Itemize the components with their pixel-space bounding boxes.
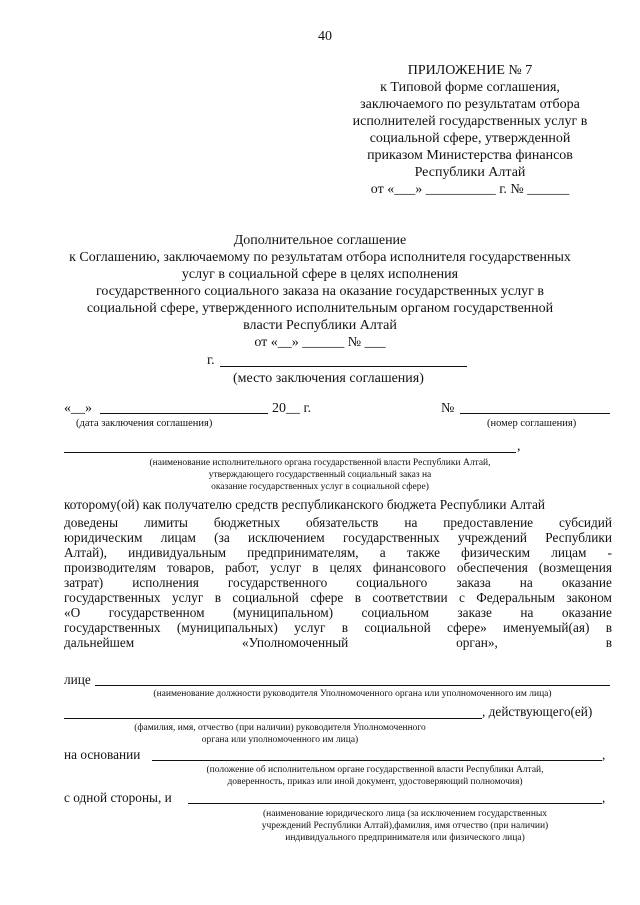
position-caption: (наименование должности руководителя Уполномоченного органа или уполномоченного им лица)	[153, 689, 552, 699]
body-word: государственных	[343, 530, 440, 545]
body-word: (за	[214, 530, 230, 545]
body-word: индивидуальным	[128, 545, 227, 560]
appendix-line: к Типовой форме соглашения,	[380, 80, 560, 95]
body-word: социальном	[361, 605, 429, 620]
organ-caption-line: оказание государственных услуг в социальной сфере)	[211, 482, 429, 492]
body-word: лицам	[551, 545, 587, 560]
body-word: также	[406, 545, 441, 560]
basis-caption-line: (положение об исполнительном органе государственной власти Республики Алтай,	[206, 765, 544, 775]
body-line	[64, 515, 612, 530]
body-line	[64, 635, 612, 650]
body-word: затрат)	[64, 575, 104, 590]
basis-caption	[170, 764, 580, 788]
position-field-line[interactable]	[95, 685, 610, 686]
agreement-subtitle-line: к Соглашению, заключаемому по результатам отбора исполнителя государственных	[69, 250, 571, 265]
body-line	[64, 620, 612, 635]
organ-field-line[interactable]	[64, 452, 516, 453]
body-line	[64, 545, 612, 560]
place-caption: (место заключения соглашения)	[233, 371, 424, 386]
agreement-subtitle-line: власти Республики Алтай	[243, 318, 397, 333]
body-word: финансового	[372, 560, 446, 575]
body-word: физическим	[461, 545, 531, 560]
body-word: предпринимателям,	[247, 545, 359, 560]
body-word: в	[605, 620, 612, 635]
number-field-line[interactable]	[460, 413, 610, 414]
party-caption-line: индивидуального предпринимателя или физического лица)	[285, 833, 525, 843]
acting-label: , действующего(ей)	[482, 704, 593, 719]
body-word: товаров,	[166, 560, 215, 575]
body-word: государственного	[227, 575, 328, 590]
body-word: производителям	[64, 560, 156, 575]
body-word: в	[354, 590, 362, 605]
body-word: Алтай),	[64, 545, 107, 560]
name-caption	[80, 722, 480, 746]
appendix-line: приказом Министерства финансов	[367, 148, 573, 163]
body-word: доведены	[64, 515, 119, 530]
body-word: заказе	[457, 605, 492, 620]
body-word: учреждений	[457, 530, 527, 545]
body-word: на	[520, 605, 534, 620]
date-caption: (дата заключения соглашения)	[76, 418, 213, 429]
body-line	[64, 560, 612, 575]
body-word: сфере	[310, 590, 344, 605]
body-word: (муниципальном)	[232, 605, 334, 620]
body-line	[64, 605, 612, 620]
body-word: (возмещения	[538, 560, 612, 575]
page-number: 40	[318, 29, 332, 44]
body-justified-block	[64, 515, 612, 650]
body-word: «О	[64, 605, 81, 620]
body-word: целях	[329, 560, 362, 575]
body-word: обязательств	[306, 515, 379, 530]
body-word: услуг	[270, 560, 302, 575]
agreement-ref-line: от «__» ______ № ___	[254, 335, 386, 350]
body-word: «Уполномоченный	[242, 635, 349, 650]
body-word: лицам	[160, 530, 196, 545]
year-label: 20__ г.	[272, 401, 312, 416]
body-word: законом	[566, 590, 612, 605]
basis-caption-line: доверенность, приказ или иной документ, удостоверяющий полномочия)	[227, 777, 523, 787]
body-word: с	[458, 590, 465, 605]
body-word: оказание	[561, 605, 612, 620]
body-word: Республики	[545, 530, 612, 545]
basis-end-mark: ,	[602, 747, 606, 762]
body-word: в	[605, 635, 612, 650]
appendix-line: заключаемого по результатам отбора	[360, 97, 580, 112]
name-caption-line: органа или уполномоченного им лица)	[201, 735, 359, 745]
party-caption	[220, 808, 590, 844]
body-word: социального	[356, 575, 428, 590]
body-word: именуемый(ая)	[503, 620, 590, 635]
body-word: субсидий	[559, 515, 612, 530]
body-word: работ,	[225, 560, 260, 575]
body-word: в	[214, 590, 221, 605]
body-word: (муниципальных)	[176, 620, 278, 635]
organ-caption-line: (наименование исполнительного органа государственной власти Республики Алтай,	[149, 458, 491, 468]
body-word: в	[341, 620, 349, 635]
body-word: а	[379, 545, 386, 560]
body-word: юридическим	[64, 530, 143, 545]
appendix-title: ПРИЛОЖЕНИЕ № 7	[407, 63, 533, 78]
party-label: с одной стороны, и	[64, 790, 172, 805]
body-word: социальной	[364, 620, 431, 635]
body-word: на	[404, 515, 418, 530]
party-end-mark: ,	[602, 790, 606, 805]
party-caption-line: учреждений Республики Алтай),фамилия, имя отчество (при наличии)	[261, 821, 549, 831]
body-word: оказание	[561, 575, 612, 590]
place-prefix: г.	[207, 353, 215, 368]
body-word: государственном	[108, 605, 205, 620]
body-word: исключением	[248, 530, 325, 545]
place-field-line[interactable]	[220, 366, 467, 367]
appendix-line: Республики Алтай	[414, 165, 526, 180]
basis-field-line[interactable]	[152, 760, 602, 761]
appendix-line: социальной сфере, утвержденной	[369, 131, 571, 146]
in-person-label: лице	[64, 672, 91, 687]
body-word: социальной	[232, 590, 299, 605]
body-word: обеспечения	[456, 560, 528, 575]
body-word: лимиты	[143, 515, 188, 530]
body-word: заказа	[456, 575, 491, 590]
body-word: услуг	[172, 590, 204, 605]
appendix-block	[330, 62, 610, 198]
body-word: услуг	[294, 620, 326, 635]
day-prefix: «__»	[64, 401, 92, 416]
date-field-line[interactable]	[100, 413, 268, 414]
body-word: Федеральным	[476, 590, 556, 605]
body-word: сфере»	[447, 620, 487, 635]
body-word: предоставление	[443, 515, 534, 530]
body-word: орган»,	[456, 635, 498, 650]
body-word: государственных	[64, 620, 161, 635]
body-word: государственных	[64, 590, 161, 605]
name-field-line[interactable]	[64, 718, 482, 719]
agreement-subtitle-line: услуг в социальной сфере в целях исполнения	[181, 267, 459, 282]
organ-caption-line: утверждающего государственный социальный заказ на	[208, 470, 432, 480]
number-prefix: №	[441, 401, 455, 416]
name-caption-line: (фамилия, имя, отчество (при наличии) руководителя Уполномоченного	[134, 723, 426, 733]
agreement-subtitle-line: социальной сфере, утвержденного исполнительным органом государственной	[86, 301, 554, 316]
agreement-subtitle-line: государственного социального заказа на оказание государственных услуг в	[96, 284, 544, 299]
body-word: в	[312, 560, 319, 575]
body-word: бюджетных	[213, 515, 281, 530]
body-word: на	[519, 575, 533, 590]
body-line	[64, 575, 612, 590]
basis-label: на основании	[64, 747, 141, 762]
party-field-line[interactable]	[188, 803, 602, 804]
body-word: -	[607, 545, 612, 560]
body-word: исполнения	[132, 575, 199, 590]
body-first-line: которому(ой) как получателю средств республиканского бюджета Республики Алтай	[64, 497, 546, 512]
body-line	[64, 530, 612, 545]
appendix-date-line: от «___» __________ г. № ______	[370, 182, 570, 197]
body-word: соответствии	[372, 590, 448, 605]
body-word: дальнейшем	[64, 635, 135, 650]
agreement-title: Дополнительное соглашение	[233, 233, 407, 248]
organ-caption	[90, 457, 550, 493]
body-line	[64, 590, 612, 605]
organ-end-mark: ,	[517, 439, 521, 454]
number-caption: (номер соглашения)	[487, 418, 577, 429]
appendix-line: исполнителей государственных услуг в	[352, 114, 588, 129]
agreement-heading	[40, 232, 600, 351]
party-caption-line: (наименование юридического лица (за исключением государственных	[262, 809, 548, 819]
